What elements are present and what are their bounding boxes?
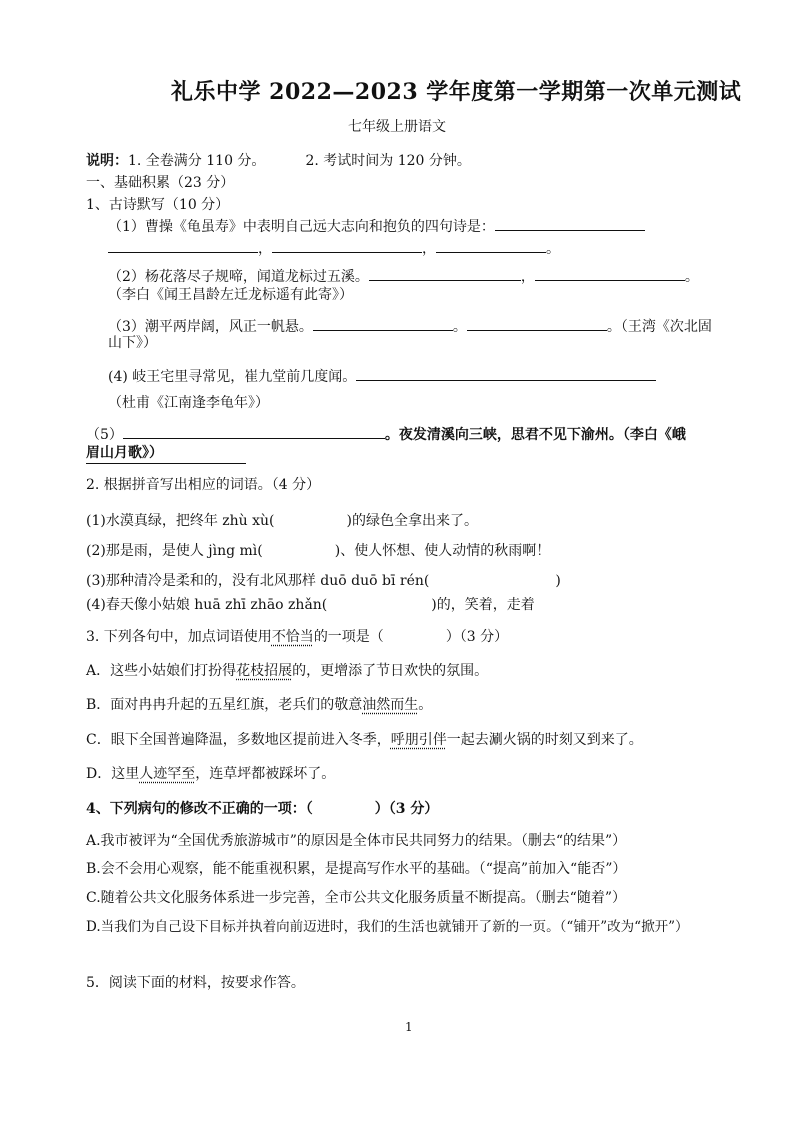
option-dotted-word: 花枝招展 xyxy=(236,663,293,679)
q1-part5-line xyxy=(86,424,686,444)
q2-item-text: (2)那是雨，是使人 jìng mì( xyxy=(86,543,263,559)
question-3-heading xyxy=(86,628,508,646)
option-text: 。 xyxy=(418,697,433,713)
option-text: 这些小姑娘们打扮得 xyxy=(110,663,237,679)
answer-blank[interactable] xyxy=(313,316,453,331)
option-text: ，连草坪都被踩坏了。 xyxy=(195,766,336,782)
q2-item-text: (3)那种清冷是柔和的，没有北风那样 duō duō bī rén( xyxy=(86,573,430,589)
option-text: 面对冉冉升起的五星红旗，老兵们的敬意 xyxy=(110,697,363,713)
q2-item-4 xyxy=(86,596,535,614)
option-letter: B． xyxy=(86,697,111,713)
q3-heading-text: ）（3 分） xyxy=(445,629,509,645)
question-5-heading: 5．阅读下面的材料，按要求作答。 xyxy=(86,975,305,991)
q1-part4-source: （杜甫《江南逢李龟年》） xyxy=(108,395,269,411)
q1-part5-label: （5） xyxy=(86,427,123,443)
divider-line xyxy=(86,463,246,464)
q1-part3-line xyxy=(108,316,712,336)
answer-blank[interactable] xyxy=(495,216,645,231)
option-text: 的，更增添了节日欢快的氛围。 xyxy=(292,663,489,679)
q1-part5-source: 眉山月歌》） xyxy=(86,445,163,461)
q4-emphasis: 不正确 xyxy=(207,801,250,817)
q1-part3-text: （3）潮平两岸阔，风正一帆悬。 xyxy=(108,319,313,335)
punctuation: 。 xyxy=(452,319,467,335)
q3-heading-text: 3. 下列各句中，加点词语使用 xyxy=(86,629,272,645)
q2-item-text: (1)水漠真绿，把终年 zhù xù( xyxy=(86,513,275,529)
option-dotted-word: 呼朋引伴 xyxy=(390,732,447,748)
q3-emphasis: 不恰当 xyxy=(271,629,314,645)
option-letter: C． xyxy=(86,732,111,748)
q1-part2-text: （2）杨花落尽子规啼，闻道龙标过五溪。 xyxy=(108,269,369,285)
q2-item-text: )的，笑着，走着 xyxy=(431,597,535,613)
answer-blank[interactable] xyxy=(123,424,385,439)
instructions-label: 说明： xyxy=(86,153,128,169)
page-subtitle: 七年级上册语文 xyxy=(348,119,446,135)
q2-item-1 xyxy=(86,512,478,530)
q4-option-b[interactable]: B.会不会用心观察，能不能重视积累，是提高写作水平的基础。（“提高”前加入“能否”） xyxy=(86,861,627,877)
q1-part1-line2 xyxy=(108,238,560,258)
instructions-item-2: 2. 考试时间为 120 分钟。 xyxy=(305,153,471,169)
answer-blank[interactable] xyxy=(535,266,685,281)
option-letter: D． xyxy=(86,766,112,782)
question-1-heading: 1、古诗默写（10 分） xyxy=(86,197,230,213)
question-4-heading xyxy=(86,800,438,818)
punctuation: ， xyxy=(520,269,535,285)
option-text: 一起去涮火锅的时刻又到来了。 xyxy=(446,732,643,748)
q3-heading-text: 的一项是（ xyxy=(313,629,384,645)
q3-option-c[interactable] xyxy=(86,731,643,749)
page-title: 礼乐中学 2022—2023 学年度第一学期第一次单元测试 xyxy=(171,79,742,105)
q4-heading-text: 的一项：（ xyxy=(249,801,313,817)
q1-part1-prompt xyxy=(108,216,645,236)
instructions-line xyxy=(86,152,471,170)
q2-item-3 xyxy=(86,572,561,590)
q3-option-d[interactable] xyxy=(86,765,335,783)
answer-blank[interactable] xyxy=(272,238,422,253)
punctuation: 。 xyxy=(546,241,560,257)
page-number: 1 xyxy=(405,1020,413,1034)
section-heading: 一、基础积累（23 分） xyxy=(86,175,235,191)
punctuation: ， xyxy=(422,241,436,257)
q4-option-c[interactable]: C.随着公共文化服务体系进一步完善，全市公共文化服务质量不断提高。（删去“随着”） xyxy=(86,890,626,906)
q1-part4-line xyxy=(108,366,656,386)
q3-option-b[interactable] xyxy=(86,696,432,714)
option-text: 眼下全国普遍降温，多数地区提前进入冬季， xyxy=(110,732,391,748)
q2-item-text: )的绿色全拿出来了。 xyxy=(346,513,478,529)
answer-blank[interactable] xyxy=(356,366,656,381)
q1-part4-text: (4) 岐王宅里寻常见，崔九堂前几度闻。 xyxy=(108,369,357,385)
option-dotted-word: 人迹罕至 xyxy=(139,766,196,782)
instructions-item-1: 1. 全卷满分 110 分。 xyxy=(128,153,266,169)
question-2-heading: 2. 根据拼音写出相应的词语。（4 分） xyxy=(86,477,321,493)
answer-blank[interactable] xyxy=(467,316,607,331)
answer-blank[interactable] xyxy=(108,238,258,253)
punctuation: ， xyxy=(258,241,272,257)
q1-part3-source-start: 。（王湾《次北固 xyxy=(606,319,712,335)
q1-part2-line xyxy=(108,266,699,286)
punctuation: 。 xyxy=(684,269,699,285)
q1-part1-text: （1）曹操《龟虽寿》中表明自己远大志向和抱负的四句诗是： xyxy=(108,219,495,235)
q1-part2-source: （李白《闻王昌龄左迁龙标遥有此寄》） xyxy=(108,287,353,303)
q4-heading-text: ）（3 分） xyxy=(374,801,439,817)
q4-option-d[interactable]: D.当我们为自己设下目标并执着向前迈进时，我们的生活也就铺开了新的一页。（“铺开”改为“掀开”） xyxy=(86,919,689,935)
q4-option-a[interactable]: A.我市被评为“全国优秀旅游城市”的原因是全体市民共同努力的结果。（删去“的结果”） xyxy=(86,833,627,849)
q1-part5-text: 。夜发清溪向三峡，思君不见下渝州。（李白《峨 xyxy=(384,427,686,443)
option-letter: A． xyxy=(86,663,111,679)
option-text: 这里 xyxy=(111,766,140,782)
q2-item-text: ) xyxy=(555,573,561,589)
q2-item-text: )、使人怀想、使人动情的秋雨啊！ xyxy=(334,543,551,559)
q3-option-a[interactable] xyxy=(86,662,488,680)
q2-item-2 xyxy=(86,542,550,560)
answer-blank[interactable] xyxy=(369,266,521,281)
q1-part3-source: 山下》） xyxy=(108,335,157,351)
q2-item-text: (4)春天像小姑娘 huā zhī zhāo zhǎn( xyxy=(86,597,328,613)
option-dotted-word: 油然而生 xyxy=(362,697,419,713)
answer-blank[interactable] xyxy=(436,238,546,253)
q4-heading-text: 4、下列病句的修改 xyxy=(86,801,208,817)
